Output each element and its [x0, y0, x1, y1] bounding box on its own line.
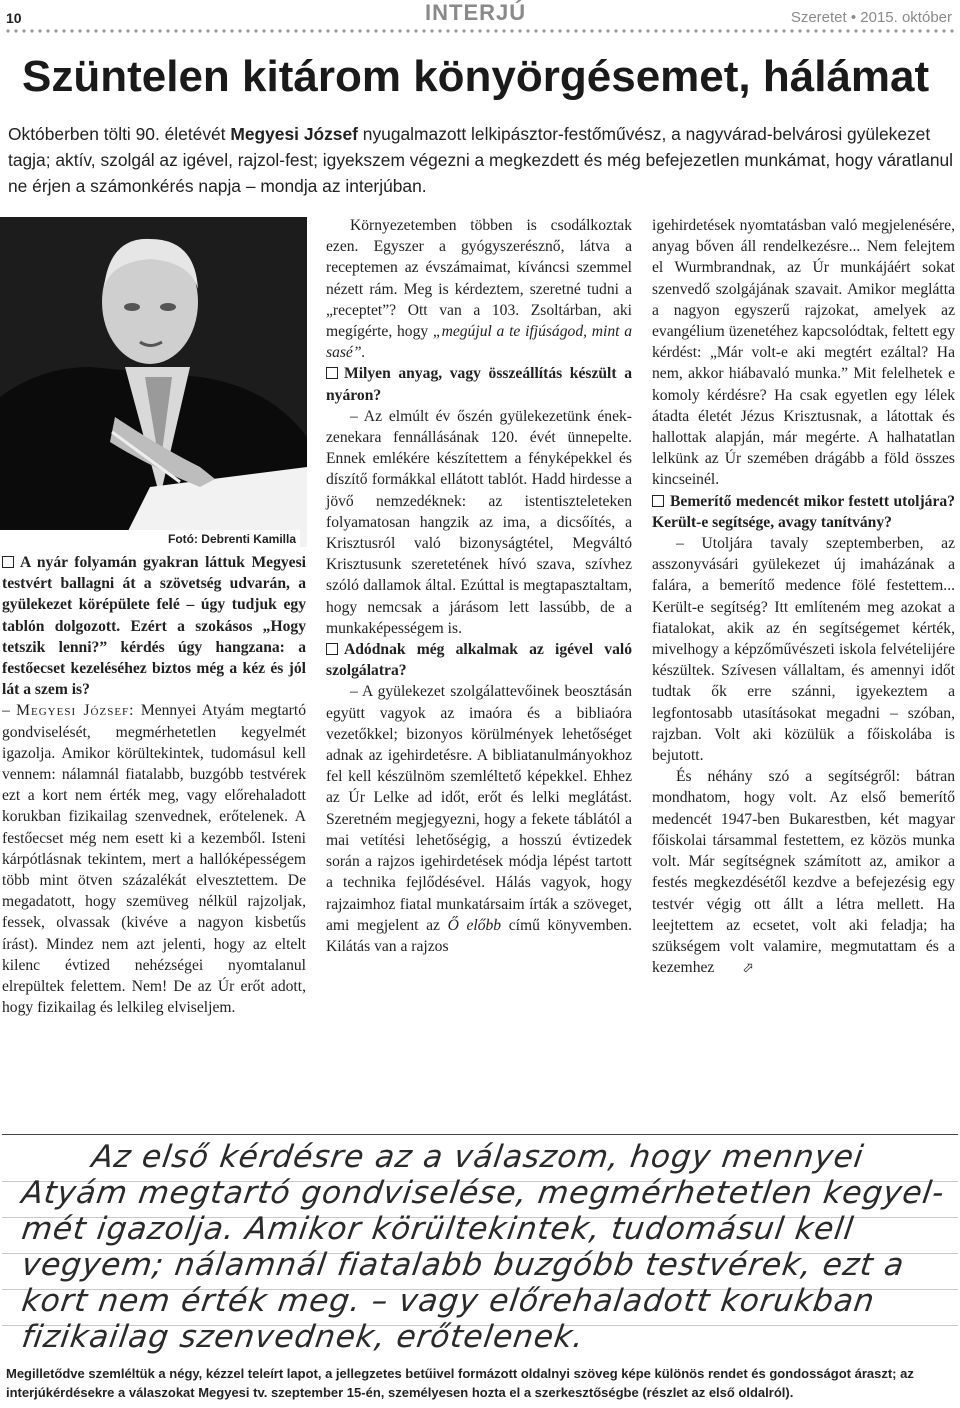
handwriting-line: mét igazolja. Amikor körültekintek, tudomásul kell: [19, 1211, 857, 1247]
answer-5: És néhány szó a segítségről: bátran mondhatom, hogy volt. Az első bemerítő medencét 1947-ben Bukarestben, két magyar főiskolai társammal festettem, ez közös munka volt. Már segítségnek számított az, amikor a festés megkezdésétől kezdve a befejezésig egy testvér végig ott állt a létra mellett. Ha leejtettem az ecsetet, volt aki feladja; ha szükségem volt valamire, megmutattam és a kezemhez ⬀: [652, 766, 955, 979]
handwriting-line: Atyám megtartó gondviselése, megmérhetetlen kegyel-: [19, 1175, 948, 1211]
portrait-photo: [0, 217, 307, 547]
checkbox-icon: [326, 643, 338, 655]
article-title: Szüntelen kitárom könyörgésemet, hálámat: [22, 52, 930, 101]
psalm-quote: „megújul a te ifjúságod, mint a sasé”.: [326, 323, 633, 362]
dotted-rule: [4, 28, 956, 34]
issue-label: Szeretet • 2015. október: [790, 9, 952, 26]
answer-4: – Utoljára tavaly szeptemberben, az asszonyvásári gyülekezet új imaházának a falára, a bemerítő medence fölé festettem... Került-e segítség? Itt említeném meg azokat a fiatalokat, akik az én segítségemet kérték, mivelhogy a képzőművészeti iskola felvételijére készültek. Szívesen vállaltam, és amennyi időt tudtak ők erre szánni, igyekeztem a legfontosabb utasításokat megadni – szóban, rajzban. Volt aki közülük a főiskolába is bejutott.: [652, 535, 955, 765]
photo-credit: Fotó: Debrenti Kamilla: [0, 530, 300, 548]
checkbox-icon: [326, 367, 338, 379]
handwritten-excerpt: [2, 1134, 958, 1356]
answer-1: – Megyesi József: Mennyei Atyám megtartó gondviselését, megmérhetetlen kegyelmét igazolja. Amikor körültekintek, tudomásul kell vennem: nálamnál fiatalabb, buzgóbb testvérek ezt a kort nem érték meg, vagy előrehaladott korukban fizikailag szenvednek, erőtelenek. A festőecset még nem esett ki a kezemből. Isteni kárpótlásnak tekintem, mert a hallóképességem több mint ötven százalékát elvesztettem. De megadatott, hogy szemüveg nélkül rajzoljak, fessek, olvassak (kivéve a nagyon kisbetűs írást). Mindez nem azt jelenti, hogy az eltelt kilenc évtized nehézségei nyomtalanul elrepültek felettem. Nem! De az Úr erőt adott, hogy fizikailag és lelkileg elviseljem.: [2, 702, 306, 1017]
column-1: [2, 552, 306, 1018]
checkbox-icon: [2, 556, 14, 568]
question-4: Bemerítő medencét mikor festett utoljára? Került-e segítsége, avagy tanítvány?: [652, 492, 955, 531]
handwriting-line: kort nem érték meg. – vagy előrehaladott korukban: [19, 1283, 878, 1319]
paragraph: Környezetemben többen is csodálkoztak ezen. Egyszer a gyógyszerésznő, látva a receptemen az évszámaimat, kíváncsi szemmel nézett rám. Meg is kérdeztem, szeretné tudni a „receptet”? Ott van a 103. Zsoltárban, aki megígérte, hogy „megújul a te ifjúságod, mint a sasé”.: [326, 217, 633, 362]
page-header: [0, 0, 960, 38]
handwriting-line: Az első kérdésre az a válaszom, hogy mennyei: [89, 1139, 867, 1175]
column-2: [326, 215, 632, 957]
answer-3: – A gyülekezet szolgálattevőinek beosztásán együtt vagyok az imaóra és a bibliaóra vezetőkkel; bizonyos körülmények lehetőséget adnak az igehirdetésre. A bibliatanulmányokhoz fel kell készülnöm szemléltető képekkel. Ehhez az Úr Lelke ad időt, erőt és lelki meglátást. Szeretném megjegyezni, hogy a fekete táblától a mai vetítési lehetőségig, a hosszú évtizedek során a rajzos igehirdetések módja lépést tartott a technika fejlődésével. Hálás vagyok, hogy rajzaimhoz fiatal munkatársaim írták a szöveget, ami megjelent az Ő előbb című könyvemben. Kilátás van a rajzos: [326, 683, 632, 955]
book-title: Ő előbb: [447, 916, 502, 934]
section-name: INTERJÚ: [425, 0, 527, 25]
handwriting-line: vegyem; nálamnál fiatalabb buzgóbb testvérek, ezt a: [19, 1247, 907, 1283]
handwriting-line: fizikailag szenvednek, erőtelenek.: [19, 1319, 587, 1355]
checkbox-icon: [652, 495, 664, 507]
column-3: [652, 215, 955, 979]
paragraph: igehirdetések nyomtatásban való megjelenésére, anyag bőven áll rendelkezésre... Nem felejtem el Wurmbrandnak, az Úr munkájáért sokat szenvedő szolgájának szavait. Amikor meglátta a nagyon egyszerű rajzokat, amelyek az evangélium üzenetéhez kapcsolódtak, feltett egy kérdést: „Már volt-e aki megtért ezáltal? Ha nem, akkor hiábavaló munka.” Mit felelhetek e komoly kérdésre? Ha csak egyetlen egy lélek átadta életét Jézus Krisztusnak, a látottak és hallottak alapján, már megérte. A halhatatlan lelkünk az Úr szemében drágább a föld összes kincseinél.: [652, 217, 955, 489]
question-2: Milyen anyag, vagy összeállítás készült a nyáron?: [326, 365, 632, 404]
question-3: Adódnak még alkalmak az igével való szolgálatra?: [326, 641, 632, 680]
image-caption: Megilletődve szemléltük a négy, kézzel teleírt lapot, a jellegzetes betűivel formázott oldalnyi szöveg képe különös rendet és gondosságot áraszt; az interjúkérdésekre a válaszokat Megyesi tv. szeptember 15-én, személyesen hozta el a szerkesztőségbe (részlet az első oldalról).: [6, 1366, 914, 1400]
speaker-name: Megyesi József:: [16, 702, 135, 720]
article-lead: Októberben tölti 90. életévét Megyesi József nyugalmazott lelkipásztor-festőművész, a nagyvárad-belvárosi gyülekezet tagja; aktív, szolgál az igével, rajzol-fest; igyekszem végezni a megkezdett és még befejezetlen munkámat, hogy váratlanul ne érjen a számonkérés napja – mondja az interjúban.: [8, 124, 954, 196]
continue-arrow-icon: ⬀: [742, 960, 755, 977]
answer-2: – Az elmúlt év őszén gyülekezetünk ének-zenekara fennállásának 120. évét ünnepelte. Ennek emlékére készítettem a fényképekkel és díszítő formákkal ellátott tablót. Hadd hirdesse a jövő nemzedéknek: az istentiszteleteken folyamatosan hangzik az ima, a dicsőítés, a Krisztusról való bizonyságtétel, Megváltó Krisztusunk szeretetének hívó szava, szívhez szóló dallamok által. Ezúttal is megtapasztaltam, hogy nemcsak a járásom lett lassúbb, de a munkaképességem is.: [326, 407, 632, 637]
page-number: 10: [6, 10, 22, 26]
question-1: A nyár folyamán gyakran láttuk Megyesi testvért ballagni át a szövetség udvarán, a gyülekezet körépülete felé – úgy tudjuk egy tablón dolgozott. Ezért a szokásos „Hogy tetszik lenni?” kérdés úgy hangzana: a festőecset kezeléséhez biztos még a kéz és jól lát a szem is?: [2, 554, 306, 699]
interviewee-name: Megyesi József: [230, 124, 358, 144]
